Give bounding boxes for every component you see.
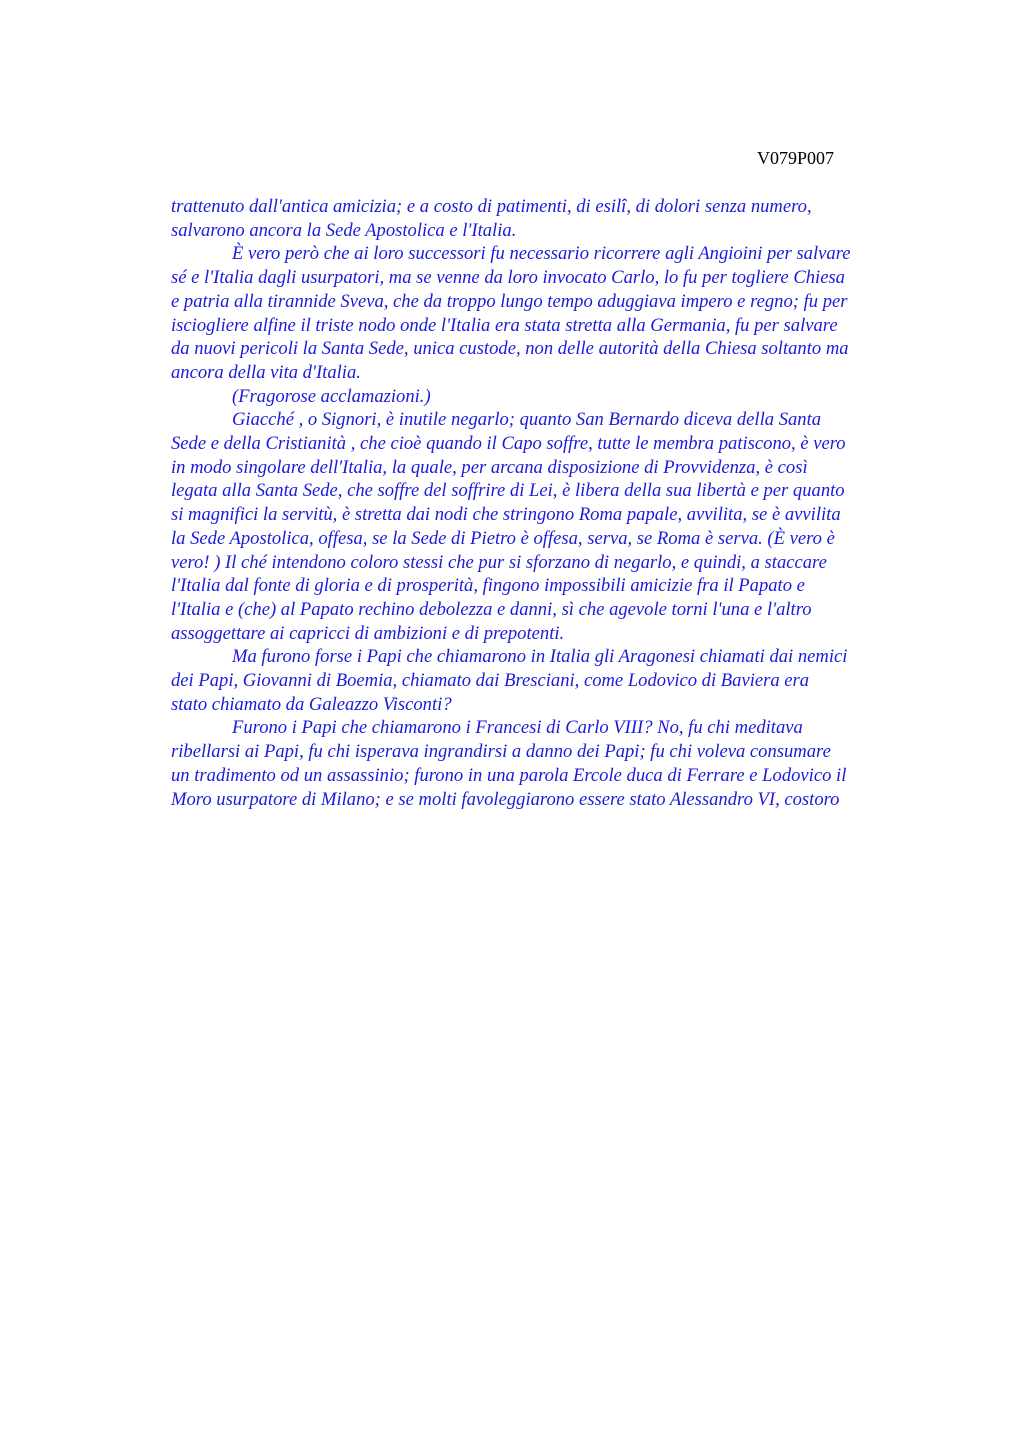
text-line: la Sede Apostolica, offesa, se la Sede di Pietro è offesa, serva, se Roma è serva. (È vero è <box>171 527 835 549</box>
text-line: l'Italia dal fonte di gloria e di prosperità, fingono impossibili amicizie fra il Papato e <box>171 575 805 597</box>
text-line: dei Papi, Giovanni di Boemia, chiamato dai Bresciani, come Lodovico di Baviera era <box>171 670 810 692</box>
text-line: in modo singolare dell'Italia, la quale, per arcana disposizione di Provvidenza, è così <box>171 456 808 478</box>
text-line: Moro usurpatore di Milano; e se molti favoleggiarono essere stato Alessandro VI, costoro <box>171 788 840 810</box>
text-line: Furono i Papi che chiamarono i Francesi di Carlo VIII? No, fu chi meditava <box>232 717 803 739</box>
text-line: trattenuto dall'antica amicizia; e a costo di patimenti, di esilî, di dolori senza numero, <box>171 196 812 217</box>
text-line: un tradimento od un assassinio; furono in una parola Ercole duca di Ferrare e Lodovico il <box>171 764 847 786</box>
text-line: da nuovi pericoli la Santa Sede, unica custode, non delle autorità della Chiesa soltanto ma <box>171 338 849 360</box>
text-line: si magnifici la servitù, è stretta dai nodi che stringono Roma papale, avvilita, se è avvilita <box>171 504 841 526</box>
text-line: Giacché , o Signori, è inutile negarlo; quanto San Bernardo diceva della Santa <box>232 409 822 431</box>
text-line: salvarono ancora la Sede Apostolica e l'Italia. <box>171 219 517 241</box>
text-line: vero! ) Il ché intendono coloro stessi che pur si sforzano di negarlo, e quindi, a staccare <box>171 551 827 573</box>
text-line: legata alla Santa Sede, che soffre del soffrire di Lei, è libera della sua libertà e per quanto <box>171 480 845 502</box>
text-line: Sede e della Cristianità , che cioè quando il Capo soffre, tutte le membra patiscono, è vero <box>171 433 846 455</box>
text-line: isciogliere alfine il triste nodo onde l'Italia era stata stretta alla Germania, fu per salvare <box>171 314 838 336</box>
text-line: sé e l'Italia dagli usurpatori, ma se venne da loro invocato Carlo, lo fu per togliere Chiesa <box>171 267 845 289</box>
page-identifier: V079P007 <box>757 148 835 168</box>
text-line: l'Italia e (che) al Papato rechino debolezza e danni, sì che agevole torni l'una e l'altro <box>171 598 812 620</box>
text-line: Ma furono forse i Papi che chiamarono in Italia gli Aragonesi chiamati dai nemici <box>232 646 848 668</box>
text-line: assoggettare ai capricci di ambizioni e di prepotenti. <box>171 622 565 644</box>
body-text <box>171 195 931 811</box>
text-line: ribellarsi ai Papi, fu chi isperava ingrandirsi a danno dei Papi; fu chi voleva consumare <box>171 741 831 763</box>
text-line: (Fragorose acclamazioni.) <box>232 385 431 407</box>
text-line: ancora della vita d'Italia. <box>171 361 361 383</box>
text-line: e patria alla tirannide Sveva, che da troppo lungo tempo aduggiava impero e regno; fu per <box>171 290 848 312</box>
text-line: stato chiamato da Galeazzo Visconti? <box>171 693 452 715</box>
text-line: È vero però che ai loro successori fu necessario ricorrere agli Angioini per salvare <box>232 243 851 265</box>
